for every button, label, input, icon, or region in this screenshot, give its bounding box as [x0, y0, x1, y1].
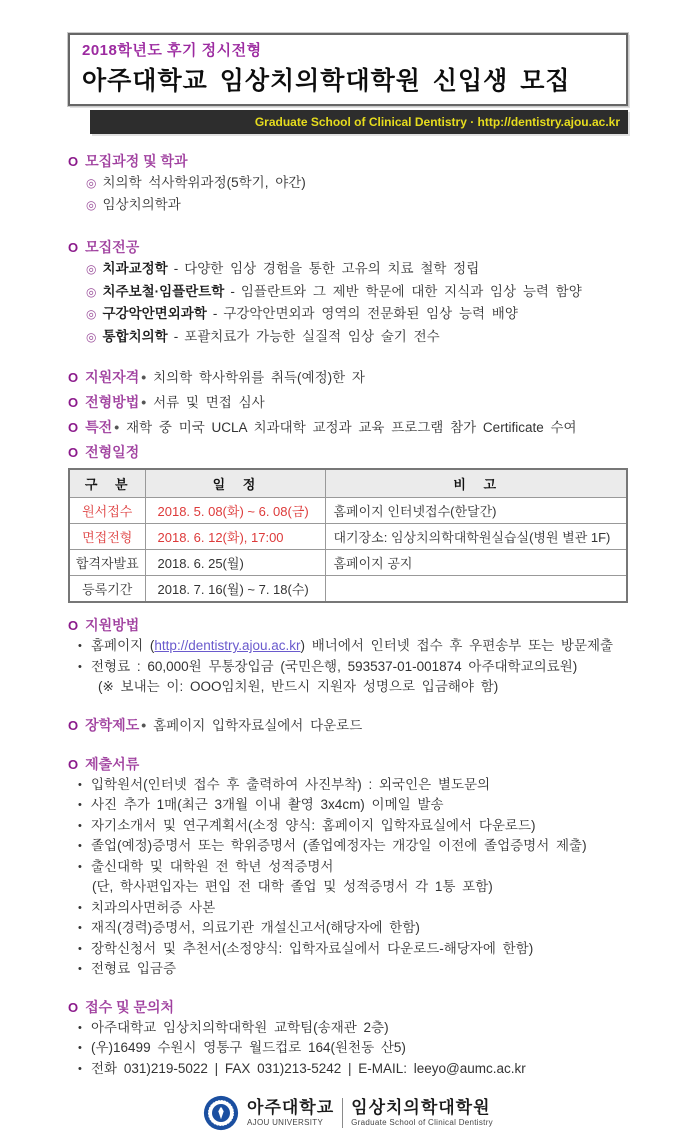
- content-area: [68, 33, 628, 1131]
- section-marker-icon: O: [68, 420, 79, 435]
- section-marker-icon: O: [68, 240, 79, 255]
- circle-bullet-icon: ◎: [86, 262, 97, 276]
- schedule-header-label: 구 분: [69, 469, 145, 498]
- schedule-cell-note: [325, 576, 627, 603]
- dentistry-homepage-link[interactable]: http://dentistry.ajou.ac.kr: [154, 638, 301, 653]
- bullet-icon: •: [78, 660, 82, 673]
- document-item-text: 입학원서(인터넷 접수 후 출력하여 사진부착) : 외국인은 별도문의: [91, 776, 491, 792]
- footer-school-block: [351, 1099, 493, 1127]
- bullet-icon: •: [78, 963, 82, 975]
- major-name: 구강악안면외과학: [102, 306, 207, 321]
- footer-school-kr: 임상치의학대학원: [351, 1098, 491, 1117]
- section-majors-title: 모집전공: [85, 239, 140, 255]
- section-method-title: 전형방법: [85, 394, 140, 410]
- major-desc: 포괄치료가 가능한 실질적 임상 술기 전수: [184, 328, 440, 344]
- circle-bullet-icon: ◎: [86, 307, 97, 321]
- section-benefit-title: 특전: [85, 419, 113, 435]
- bullet-icon: •: [78, 840, 82, 852]
- bullet-icon: •: [78, 1042, 82, 1054]
- document-item: [78, 939, 628, 960]
- section-qualification-title: 지원자격: [85, 369, 140, 385]
- footer-university-block: [247, 1099, 334, 1127]
- scholarship-text: 홈페이지 입학자료실에서 다운로드: [153, 717, 363, 733]
- major-desc: 구강악안면외과 영역의 전문화된 임상 능력 배양: [223, 306, 518, 321]
- schedule-row-application: [69, 498, 627, 524]
- section-qualification: [68, 367, 628, 388]
- circle-bullet-icon: ◎: [86, 198, 97, 212]
- footer-school-en: Graduate School of Clinical Dentistry: [351, 1118, 493, 1127]
- section-apply: [68, 615, 628, 698]
- document-item-text: 재직(경력)증명서, 의료기관 개설신고서(해당자에 한함): [91, 920, 420, 935]
- section-scholarship-title: 장학제도: [85, 716, 140, 733]
- course-item: [86, 194, 628, 216]
- bullet-icon: •: [78, 922, 82, 934]
- bullet-icon: •: [78, 778, 82, 791]
- bullet-icon: •: [78, 1062, 82, 1075]
- contact-item-office: [78, 1018, 628, 1039]
- document-item-text: 졸업(예정)증명서 또는 학위증명서 (졸업예정자는 개강일 이전에 졸업증명서 제출): [91, 838, 587, 853]
- schedule-row-announcement: [69, 550, 627, 576]
- major-item: [86, 326, 628, 349]
- schedule-cell-date: 2018. 6. 25(월): [145, 550, 325, 576]
- section-documents-title: 제출서류: [85, 755, 140, 772]
- contact-item-address: [78, 1038, 628, 1059]
- section-marker-icon: O: [68, 370, 79, 385]
- document-item-text: 장학신청서 및 추천서(소정양식: 입학자료실에서 다운로드-해당자에 한함): [91, 940, 534, 956]
- document-item: [78, 857, 628, 878]
- section-marker-icon: O: [68, 717, 79, 733]
- schedule-cell-label: 등록기간: [69, 576, 145, 603]
- section-course: [68, 151, 628, 216]
- section-marker-icon: O: [68, 154, 79, 169]
- notice-title: 아주대학교 임상치의학대학원 신입생 모집: [82, 67, 571, 95]
- major-item: [86, 281, 628, 304]
- section-method: [68, 392, 628, 413]
- circle-bullet-icon: ◎: [86, 284, 97, 299]
- major-name: 통합치의학: [102, 328, 168, 344]
- section-schedule: [68, 442, 628, 603]
- major-desc: 다양한 임상 경험을 통한 고유의 치료 철학 정립: [184, 261, 480, 276]
- bullet-icon: •: [78, 799, 82, 811]
- benefit-text: 재학 중 미국 UCLA 치과대학 교정과 교육 프로그램 참가 Certificate 수여: [126, 420, 577, 435]
- major-desc: 임플란트와 그 제반 학문에 대한 지식과 임상 능력 함양: [240, 283, 582, 299]
- section-marker-icon: O: [68, 395, 79, 410]
- bullet-icon: •: [78, 1021, 82, 1034]
- schedule-row-interview: [69, 524, 627, 550]
- bullet-icon: •: [78, 640, 82, 652]
- apply-text-post: ) 배너에서 인터넷 접수 후 우편송부 또는 방문제출: [300, 638, 614, 653]
- section-majors-heading: [68, 237, 628, 258]
- apply-item-fee: [78, 657, 628, 678]
- section-marker-icon: O: [68, 618, 79, 633]
- schedule-cell-date: 2018. 6. 12(화), 17:00: [145, 524, 325, 550]
- document-item: [78, 795, 628, 816]
- section-scholarship: [68, 715, 628, 736]
- section-contact: [68, 997, 628, 1080]
- schedule-cell-date: 2018. 7. 16(월) ~ 7. 18(수): [145, 576, 325, 603]
- major-item: [86, 303, 628, 326]
- course-item: [86, 172, 628, 194]
- footer-university-kr: 아주대학교: [247, 1098, 335, 1117]
- bullet-icon: •: [78, 860, 82, 873]
- schedule-header-note: 비 고: [325, 469, 627, 498]
- dash: -: [173, 261, 179, 276]
- apply-fee-text: 전형료 : 60,000원 무통장입금 (국민은행, 593537-01-001874 아주대학교의료원): [91, 658, 578, 674]
- dot-separator: •: [141, 394, 147, 410]
- dash: -: [230, 283, 235, 299]
- document-item-text: 자기소개서 및 연구계획서(소정 양식: 홈페이지 입학자료실에서 다운로드): [91, 817, 536, 833]
- document-item: [78, 898, 628, 919]
- footer-logo: [68, 1095, 628, 1131]
- footer-university-en: AJOU UNIVERSITY: [247, 1118, 324, 1127]
- schedule-table: [68, 468, 628, 603]
- document-item-text: 사진 추가 1매(최근 3개월 이내 촬영 3x4cm) 이메일 발송: [91, 797, 444, 812]
- qualification-text: 치의학 학사학위를 취득(예정)한 자: [153, 370, 365, 385]
- dash: -: [173, 328, 179, 344]
- document-item-text: 출신대학 및 대학원 전 학년 성적증명서: [91, 858, 334, 874]
- schedule-header-date: 일 정: [145, 469, 325, 498]
- section-documents: [68, 754, 628, 980]
- dash: -: [212, 306, 218, 321]
- major-name: 치주보철·임플란트학: [102, 283, 225, 299]
- section-marker-icon: O: [68, 756, 79, 772]
- document-item: [78, 959, 628, 980]
- course-item-text: 치의학 석사학위과정(5학기, 야간): [102, 175, 306, 190]
- section-benefit: [68, 417, 628, 438]
- schedule-cell-date: 2018. 5. 08(화) ~ 6. 08(금): [145, 498, 325, 524]
- schedule-cell-note: 홈페이지 공지: [325, 550, 627, 576]
- section-apply-title: 지원방법: [85, 617, 140, 633]
- bullet-icon: •: [78, 819, 82, 832]
- section-contact-title: 접수 및 문의처: [85, 998, 175, 1015]
- major-item: [86, 258, 628, 281]
- ajou-university-emblem-icon: [203, 1095, 239, 1131]
- banner-bar: [90, 110, 628, 134]
- notice-subtitle: 2018학년도 후기 정시전형: [82, 42, 262, 59]
- contact-office-text: 아주대학교 임상치의학대학원 교학팀(송재관 2층): [91, 1019, 389, 1035]
- section-majors: [68, 237, 628, 348]
- document-item-note: (단, 학사편입자는 편입 전 대학 졸업 및 성적증명서 각 1통 포함): [92, 879, 493, 894]
- method-text: 서류 및 면접 심사: [153, 395, 265, 410]
- apply-text-pre: 홈페이지 (: [91, 638, 155, 653]
- circle-bullet-icon: ◎: [86, 329, 97, 344]
- section-course-heading: [68, 151, 628, 172]
- dot-separator: •: [141, 716, 147, 733]
- contact-item-phone: [78, 1059, 628, 1080]
- schedule-cell-label: 원서접수: [69, 498, 145, 524]
- schedule-cell-note: 홈페이지 인터넷접수(한달간): [325, 498, 627, 524]
- contact-address-text: (우)16499 수원시 영통구 월드컵로 164(원천동 산5): [91, 1040, 406, 1055]
- section-marker-icon: O: [68, 445, 79, 460]
- schedule-cell-note: 대기장소: 임상치의학대학원실습실(병원 별관 1F): [325, 524, 627, 550]
- document-item: [78, 918, 628, 939]
- title-box: [68, 33, 628, 106]
- section-schedule-title: 전형일정: [85, 444, 140, 460]
- schedule-cell-label: 합격자발표: [69, 550, 145, 576]
- dot-separator: •: [141, 369, 147, 385]
- document-item-text: 치과의사면허증 사본: [91, 899, 216, 915]
- bullet-icon: •: [78, 901, 82, 914]
- document-item: [78, 836, 628, 857]
- circle-bullet-icon: ◎: [86, 176, 97, 190]
- apply-item-homepage: [78, 636, 628, 657]
- contact-phone-text: 전화 031)219-5022 | FAX 031)213-5242 | E-MAIL: leeyo@aumc.ac.kr: [91, 1060, 526, 1076]
- dot-separator: •: [114, 419, 120, 435]
- schedule-cell-label: 면접전형: [69, 524, 145, 550]
- schedule-header-row: [69, 469, 627, 498]
- footer-divider: [342, 1098, 343, 1128]
- section-course-title: 모집과정 및 학과: [85, 153, 188, 169]
- major-name: 치과교정학: [102, 261, 168, 276]
- sections: [68, 151, 628, 1131]
- schedule-row-registration: [69, 576, 627, 603]
- document-item-text: 전형료 입금증: [91, 961, 176, 976]
- apply-fee-note: (※ 보내는 이: OOO임치원, 반드시 지원자 성명으로 입금해야 함): [98, 679, 499, 694]
- document-item: [78, 816, 628, 837]
- section-marker-icon: O: [68, 999, 79, 1015]
- document-item: [78, 775, 628, 796]
- bullet-icon: •: [78, 942, 82, 955]
- banner-text: Graduate School of Clinical Dentistry · http://dentistry.ajou.ac.kr: [254, 115, 620, 129]
- course-item-text: 임상치의학과: [102, 197, 181, 212]
